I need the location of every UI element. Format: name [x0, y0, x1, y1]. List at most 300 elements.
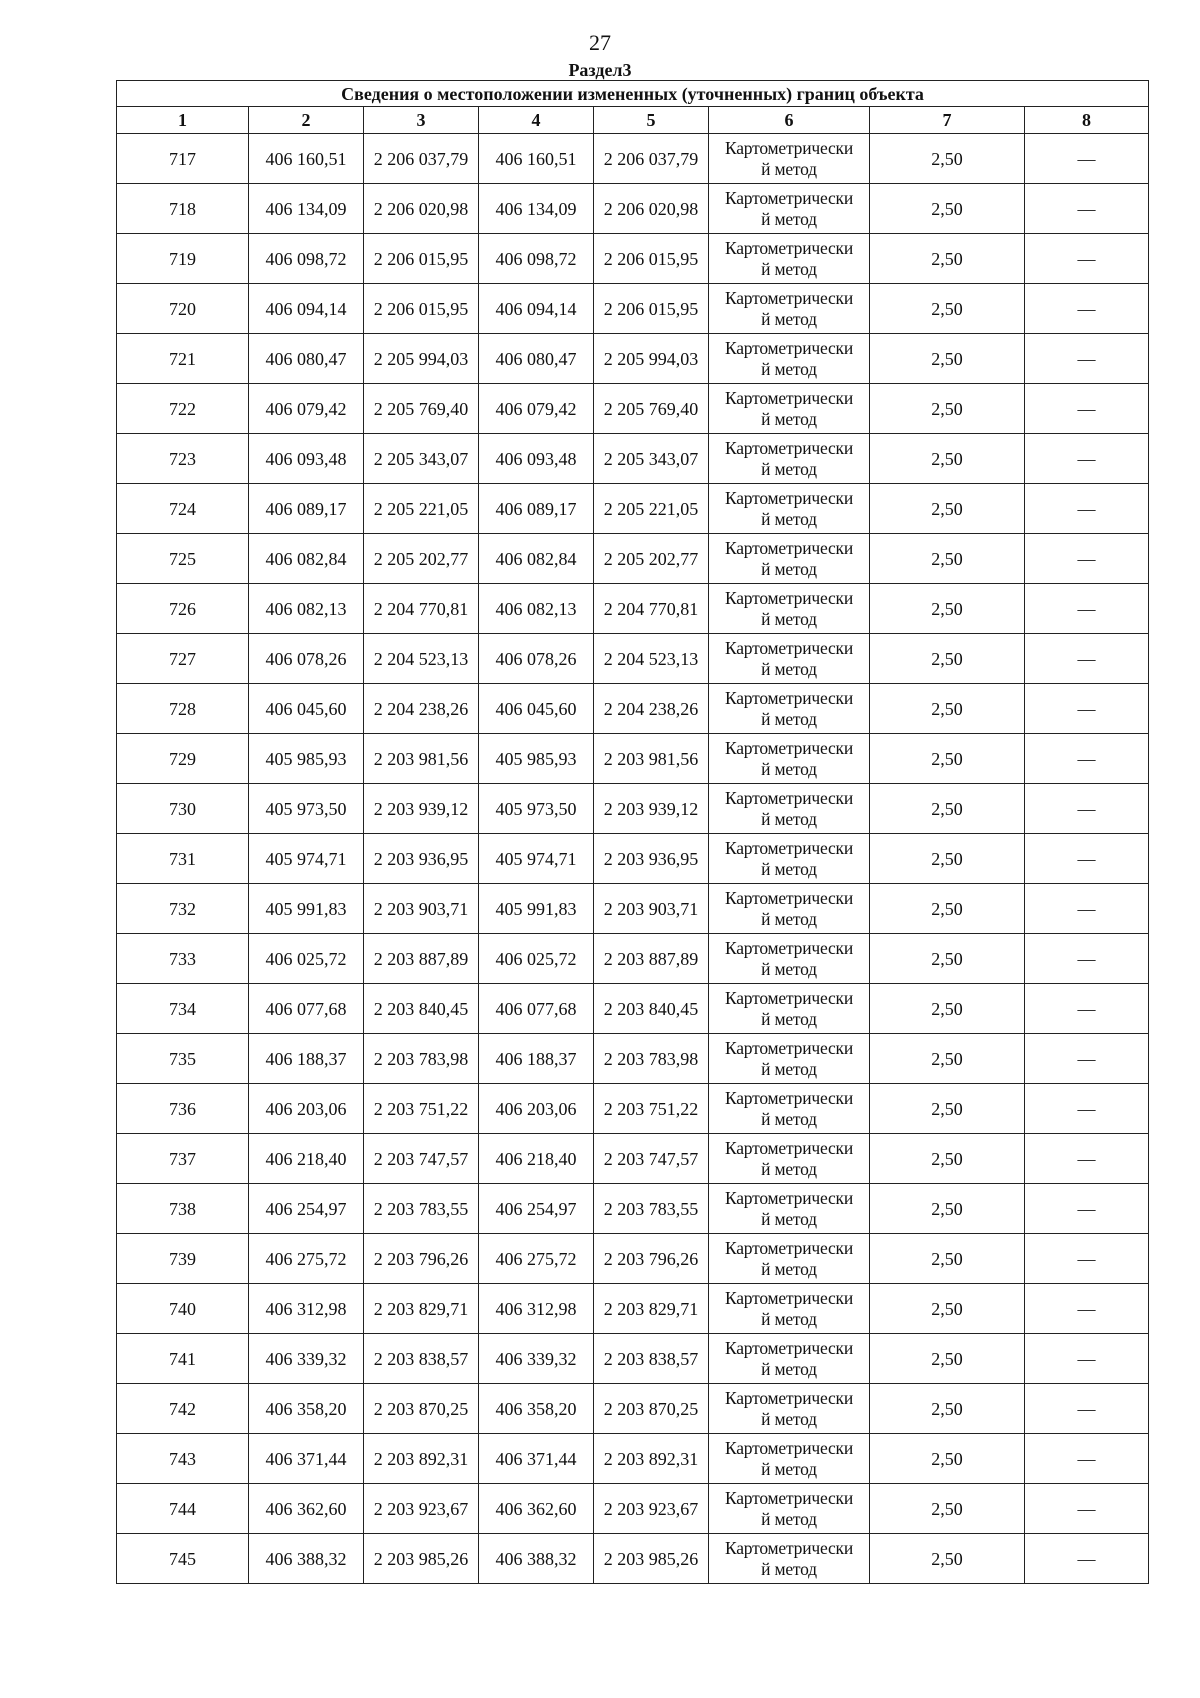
cell-description: — [1025, 1184, 1149, 1234]
cell-y1: 2 206 020,98 [364, 184, 479, 234]
cell-description: — [1025, 1134, 1149, 1184]
cell-x2: 406 045,60 [479, 684, 594, 734]
cell-method [709, 134, 870, 184]
table-row [117, 484, 1149, 534]
column-header: 1 [117, 107, 249, 134]
cell-y2: 2 203 783,98 [594, 1034, 709, 1084]
cell-x1: 406 362,60 [249, 1484, 364, 1534]
method-line-1: Картометрически [724, 1287, 854, 1308]
table-row [117, 1084, 1149, 1134]
cell-accuracy: 2,50 [870, 884, 1025, 934]
method-line-1: Картометрически [724, 787, 854, 808]
cell-y1: 2 203 892,31 [364, 1434, 479, 1484]
cell-x1: 406 078,26 [249, 634, 364, 684]
cell-y2: 2 203 939,12 [594, 784, 709, 834]
cell-y2: 2 203 923,67 [594, 1484, 709, 1534]
cell-description: — [1025, 534, 1149, 584]
cell-description: — [1025, 1484, 1149, 1534]
cell-y2: 2 203 985,26 [594, 1534, 709, 1584]
cell-x1: 406 218,40 [249, 1134, 364, 1184]
table-row [117, 134, 1149, 184]
cell-y1: 2 203 838,57 [364, 1334, 479, 1384]
table-row [117, 1134, 1149, 1184]
cell-accuracy: 2,50 [870, 334, 1025, 384]
table-row [117, 1284, 1149, 1334]
column-header: 6 [709, 107, 870, 134]
cell-accuracy: 2,50 [870, 1334, 1025, 1384]
column-header: 8 [1025, 107, 1149, 134]
cell-n: 734 [117, 984, 249, 1034]
table-row [117, 684, 1149, 734]
cell-x2: 406 078,26 [479, 634, 594, 684]
table-row [117, 984, 1149, 1034]
cell-x2: 405 974,71 [479, 834, 594, 884]
cell-x2: 406 218,40 [479, 1134, 594, 1184]
cell-n: 740 [117, 1284, 249, 1334]
cell-method [709, 1284, 870, 1334]
cell-description: — [1025, 634, 1149, 684]
method-line-1: Картометрически [724, 237, 854, 258]
cell-x2: 406 093,48 [479, 434, 594, 484]
table-row [117, 884, 1149, 934]
method-line-1: Картометрически [724, 637, 854, 658]
method-line-2: й метод [761, 1408, 817, 1429]
method-line-2: й метод [761, 458, 817, 479]
table-row [117, 184, 1149, 234]
cell-accuracy: 2,50 [870, 1034, 1025, 1084]
cell-accuracy: 2,50 [870, 684, 1025, 734]
cell-x2: 406 080,47 [479, 334, 594, 384]
cell-y1: 2 205 221,05 [364, 484, 479, 534]
cell-y1: 2 204 238,26 [364, 684, 479, 734]
cell-n: 743 [117, 1434, 249, 1484]
cell-y2: 2 203 981,56 [594, 734, 709, 784]
cell-accuracy: 2,50 [870, 534, 1025, 584]
cell-n: 718 [117, 184, 249, 234]
cell-y1: 2 203 923,67 [364, 1484, 479, 1534]
cell-n: 730 [117, 784, 249, 834]
cell-accuracy: 2,50 [870, 1284, 1025, 1334]
method-line-1: Картометрически [724, 1337, 854, 1358]
cell-x1: 405 985,93 [249, 734, 364, 784]
cell-y2: 2 203 747,57 [594, 1134, 709, 1184]
cell-accuracy: 2,50 [870, 1484, 1025, 1534]
cell-x1: 406 080,47 [249, 334, 364, 384]
cell-y2: 2 203 887,89 [594, 934, 709, 984]
cell-y1: 2 203 783,55 [364, 1184, 479, 1234]
cell-accuracy: 2,50 [870, 1134, 1025, 1184]
cell-x1: 406 025,72 [249, 934, 364, 984]
cell-accuracy: 2,50 [870, 1384, 1025, 1434]
cell-n: 739 [117, 1234, 249, 1284]
cell-x1: 406 134,09 [249, 184, 364, 234]
cell-n: 727 [117, 634, 249, 684]
method-line-1: Картометрически [724, 837, 854, 858]
cell-method [709, 384, 870, 434]
table-row [117, 284, 1149, 334]
cell-y1: 2 203 783,98 [364, 1034, 479, 1084]
cell-n: 722 [117, 384, 249, 434]
cell-x2: 406 160,51 [479, 134, 594, 184]
cell-x2: 406 275,72 [479, 1234, 594, 1284]
cell-description: — [1025, 1034, 1149, 1084]
cell-x1: 406 093,48 [249, 434, 364, 484]
cell-accuracy: 2,50 [870, 784, 1025, 834]
cell-x1: 406 082,84 [249, 534, 364, 584]
method-line-2: й метод [761, 1208, 817, 1229]
method-line-1: Картометрически [724, 1187, 854, 1208]
cell-x1: 406 339,32 [249, 1334, 364, 1384]
cell-n: 723 [117, 434, 249, 484]
cell-method [709, 734, 870, 784]
method-line-1: Картометрически [724, 1537, 854, 1558]
cell-x2: 406 089,17 [479, 484, 594, 534]
column-header: 5 [594, 107, 709, 134]
cell-x2: 406 203,06 [479, 1084, 594, 1134]
cell-x2: 406 094,14 [479, 284, 594, 334]
cell-description: — [1025, 484, 1149, 534]
cell-accuracy: 2,50 [870, 934, 1025, 984]
cell-y2: 2 204 523,13 [594, 634, 709, 684]
cell-y1: 2 203 887,89 [364, 934, 479, 984]
cell-n: 724 [117, 484, 249, 534]
cell-method [709, 1434, 870, 1484]
cell-method [709, 534, 870, 584]
cell-accuracy: 2,50 [870, 384, 1025, 434]
cell-x1: 406 045,60 [249, 684, 364, 734]
cell-y1: 2 205 343,07 [364, 434, 479, 484]
method-line-2: й метод [761, 708, 817, 729]
cell-y1: 2 206 015,95 [364, 284, 479, 334]
cell-y2: 2 203 838,57 [594, 1334, 709, 1384]
cell-method [709, 284, 870, 334]
cell-x2: 406 388,32 [479, 1534, 594, 1584]
cell-description: — [1025, 934, 1149, 984]
cell-description: — [1025, 1534, 1149, 1584]
cell-method [709, 184, 870, 234]
cell-description: — [1025, 1434, 1149, 1484]
cell-x1: 406 077,68 [249, 984, 364, 1034]
method-line-1: Картометрически [724, 887, 854, 908]
method-line-2: й метод [761, 858, 817, 879]
method-line-1: Картометрически [724, 287, 854, 308]
cell-accuracy: 2,50 [870, 1534, 1025, 1584]
method-line-1: Картометрически [724, 987, 854, 1008]
cell-y2: 2 205 769,40 [594, 384, 709, 434]
cell-y2: 2 206 015,95 [594, 284, 709, 334]
cell-y2: 2 203 796,26 [594, 1234, 709, 1284]
cell-y2: 2 206 015,95 [594, 234, 709, 284]
cell-description: — [1025, 584, 1149, 634]
cell-y2: 2 203 783,55 [594, 1184, 709, 1234]
table-row [117, 1184, 1149, 1234]
cell-description: — [1025, 784, 1149, 834]
table-row [117, 1334, 1149, 1384]
method-line-2: й метод [761, 808, 817, 829]
cell-n: 745 [117, 1534, 249, 1584]
cell-y1: 2 204 770,81 [364, 584, 479, 634]
cell-accuracy: 2,50 [870, 1234, 1025, 1284]
method-line-2: й метод [761, 358, 817, 379]
method-line-2: й метод [761, 208, 817, 229]
cell-y2: 2 206 020,98 [594, 184, 709, 234]
method-line-2: й метод [761, 1308, 817, 1329]
cell-accuracy: 2,50 [870, 484, 1025, 534]
cell-y1: 2 204 523,13 [364, 634, 479, 684]
cell-description: — [1025, 834, 1149, 884]
cell-n: 735 [117, 1034, 249, 1084]
cell-method [709, 584, 870, 634]
method-line-1: Картометрически [724, 737, 854, 758]
cell-y2: 2 205 343,07 [594, 434, 709, 484]
cell-n: 729 [117, 734, 249, 784]
cell-accuracy: 2,50 [870, 1434, 1025, 1484]
cell-n: 736 [117, 1084, 249, 1134]
cell-y2: 2 203 840,45 [594, 984, 709, 1034]
table-row [117, 334, 1149, 384]
table-row [117, 734, 1149, 784]
cell-method [709, 684, 870, 734]
cell-accuracy: 2,50 [870, 734, 1025, 784]
cell-x1: 406 160,51 [249, 134, 364, 184]
table-title-row [117, 81, 1149, 107]
column-header: 4 [479, 107, 594, 134]
method-line-1: Картометрически [724, 537, 854, 558]
cell-method [709, 1384, 870, 1434]
method-line-2: й метод [761, 308, 817, 329]
cell-y1: 2 203 936,95 [364, 834, 479, 884]
cell-method [709, 484, 870, 534]
cell-n: 717 [117, 134, 249, 184]
cell-x1: 406 254,97 [249, 1184, 364, 1234]
method-line-1: Картометрически [724, 387, 854, 408]
cell-x1: 406 098,72 [249, 234, 364, 284]
cell-description: — [1025, 1284, 1149, 1334]
section-label: Раздел3 [568, 60, 632, 80]
cell-y1: 2 206 015,95 [364, 234, 479, 284]
method-line-1: Картометрически [724, 187, 854, 208]
cell-y1: 2 205 202,77 [364, 534, 479, 584]
method-line-2: й метод [761, 1358, 817, 1379]
cell-method [709, 1034, 870, 1084]
cell-n: 741 [117, 1334, 249, 1384]
cell-y1: 2 203 939,12 [364, 784, 479, 834]
cell-y1: 2 203 751,22 [364, 1084, 479, 1134]
cell-n: 744 [117, 1484, 249, 1534]
method-line-2: й метод [761, 658, 817, 679]
method-line-1: Картометрически [724, 937, 854, 958]
method-line-1: Картометрически [724, 1037, 854, 1058]
table-row [117, 234, 1149, 284]
cell-n: 725 [117, 534, 249, 584]
cell-x2: 406 362,60 [479, 1484, 594, 1534]
method-line-1: Картометрически [724, 487, 854, 508]
cell-y1: 2 205 994,03 [364, 334, 479, 384]
coordinates-table [116, 80, 1149, 1584]
cell-x1: 406 203,06 [249, 1084, 364, 1134]
table-row [117, 384, 1149, 434]
cell-method [709, 1084, 870, 1134]
cell-x2: 405 985,93 [479, 734, 594, 784]
cell-x1: 406 275,72 [249, 1234, 364, 1284]
method-line-2: й метод [761, 1008, 817, 1029]
cell-n: 731 [117, 834, 249, 884]
method-line-1: Картометрически [724, 337, 854, 358]
cell-x2: 406 082,13 [479, 584, 594, 634]
cell-y1: 2 206 037,79 [364, 134, 479, 184]
cell-y2: 2 203 892,31 [594, 1434, 709, 1484]
cell-description: — [1025, 1234, 1149, 1284]
cell-y2: 2 203 903,71 [594, 884, 709, 934]
cell-n: 732 [117, 884, 249, 934]
cell-x2: 406 312,98 [479, 1284, 594, 1334]
method-line-2: й метод [761, 758, 817, 779]
cell-accuracy: 2,50 [870, 634, 1025, 684]
cell-description: — [1025, 284, 1149, 334]
table-row [117, 934, 1149, 984]
cell-y1: 2 203 981,56 [364, 734, 479, 784]
cell-description: — [1025, 434, 1149, 484]
method-line-1: Картометрически [724, 437, 854, 458]
cell-x2: 406 339,32 [479, 1334, 594, 1384]
cell-accuracy: 2,50 [870, 1084, 1025, 1134]
cell-y2: 2 203 751,22 [594, 1084, 709, 1134]
cell-y1: 2 203 985,26 [364, 1534, 479, 1584]
cell-y2: 2 206 037,79 [594, 134, 709, 184]
cell-n: 742 [117, 1384, 249, 1434]
page-number: 27 [589, 30, 611, 55]
column-header: 2 [249, 107, 364, 134]
method-line-2: й метод [761, 1058, 817, 1079]
cell-y1: 2 203 870,25 [364, 1384, 479, 1434]
cell-y2: 2 204 238,26 [594, 684, 709, 734]
cell-y2: 2 204 770,81 [594, 584, 709, 634]
method-line-2: й метод [761, 558, 817, 579]
cell-y2: 2 205 221,05 [594, 484, 709, 534]
method-line-1: Картометрически [724, 1237, 854, 1258]
column-header: 3 [364, 107, 479, 134]
cell-x1: 406 312,98 [249, 1284, 364, 1334]
cell-method [709, 784, 870, 834]
method-line-2: й метод [761, 508, 817, 529]
table-row [117, 584, 1149, 634]
method-line-2: й метод [761, 908, 817, 929]
column-number-row [117, 107, 1149, 134]
cell-y1: 2 203 747,57 [364, 1134, 479, 1184]
cell-method [709, 234, 870, 284]
cell-n: 720 [117, 284, 249, 334]
cell-method [709, 1134, 870, 1184]
cell-x2: 406 358,20 [479, 1384, 594, 1434]
cell-x1: 406 089,17 [249, 484, 364, 534]
cell-method [709, 1184, 870, 1234]
table-row [117, 784, 1149, 834]
cell-x2: 406 025,72 [479, 934, 594, 984]
cell-accuracy: 2,50 [870, 284, 1025, 334]
table-row [117, 1484, 1149, 1534]
cell-x2: 406 082,84 [479, 534, 594, 584]
method-line-2: й метод [761, 1508, 817, 1529]
cell-x1: 406 094,14 [249, 284, 364, 334]
method-line-2: й метод [761, 408, 817, 429]
method-line-1: Картометрически [724, 137, 854, 158]
cell-x1: 406 388,32 [249, 1534, 364, 1584]
cell-x1: 405 991,83 [249, 884, 364, 934]
cell-x2: 405 991,83 [479, 884, 594, 934]
cell-y2: 2 203 936,95 [594, 834, 709, 884]
method-line-1: Картометрически [724, 1487, 854, 1508]
cell-description: — [1025, 734, 1149, 784]
cell-x1: 406 082,13 [249, 584, 364, 634]
cell-x1: 406 358,20 [249, 1384, 364, 1434]
cell-x1: 405 974,71 [249, 834, 364, 884]
cell-accuracy: 2,50 [870, 584, 1025, 634]
cell-y1: 2 203 903,71 [364, 884, 479, 934]
method-line-2: й метод [761, 1258, 817, 1279]
cell-n: 719 [117, 234, 249, 284]
method-line-2: й метод [761, 1108, 817, 1129]
table-row [117, 834, 1149, 884]
cell-accuracy: 2,50 [870, 134, 1025, 184]
cell-x1: 405 973,50 [249, 784, 364, 834]
cell-description: — [1025, 234, 1149, 284]
method-line-1: Картометрически [724, 1087, 854, 1108]
cell-y1: 2 205 769,40 [364, 384, 479, 434]
cell-n: 728 [117, 684, 249, 734]
table-row [117, 1434, 1149, 1484]
cell-method [709, 984, 870, 1034]
cell-y1: 2 203 796,26 [364, 1234, 479, 1284]
cell-accuracy: 2,50 [870, 984, 1025, 1034]
method-line-2: й метод [761, 1458, 817, 1479]
table-row [117, 634, 1149, 684]
cell-method [709, 1484, 870, 1534]
method-line-1: Картометрически [724, 687, 854, 708]
cell-method [709, 1534, 870, 1584]
cell-x2: 406 077,68 [479, 984, 594, 1034]
method-line-1: Картометрически [724, 587, 854, 608]
cell-description: — [1025, 1084, 1149, 1134]
cell-x2: 406 371,44 [479, 1434, 594, 1484]
cell-description: — [1025, 384, 1149, 434]
cell-description: — [1025, 1334, 1149, 1384]
cell-x2: 406 188,37 [479, 1034, 594, 1084]
cell-accuracy: 2,50 [870, 1184, 1025, 1234]
method-line-2: й метод [761, 1158, 817, 1179]
cell-n: 726 [117, 584, 249, 634]
cell-method [709, 1334, 870, 1384]
cell-method [709, 934, 870, 984]
table-row [117, 534, 1149, 584]
cell-n: 733 [117, 934, 249, 984]
cell-x2: 406 098,72 [479, 234, 594, 284]
cell-accuracy: 2,50 [870, 184, 1025, 234]
cell-method [709, 1234, 870, 1284]
method-line-2: й метод [761, 158, 817, 179]
cell-description: — [1025, 684, 1149, 734]
cell-x2: 406 134,09 [479, 184, 594, 234]
cell-method [709, 634, 870, 684]
method-line-1: Картометрически [724, 1437, 854, 1458]
cell-x1: 406 079,42 [249, 384, 364, 434]
cell-x1: 406 188,37 [249, 1034, 364, 1084]
cell-x2: 406 254,97 [479, 1184, 594, 1234]
cell-n: 737 [117, 1134, 249, 1184]
cell-method [709, 434, 870, 484]
cell-description: — [1025, 1384, 1149, 1434]
cell-y2: 2 205 994,03 [594, 334, 709, 384]
cell-n: 738 [117, 1184, 249, 1234]
